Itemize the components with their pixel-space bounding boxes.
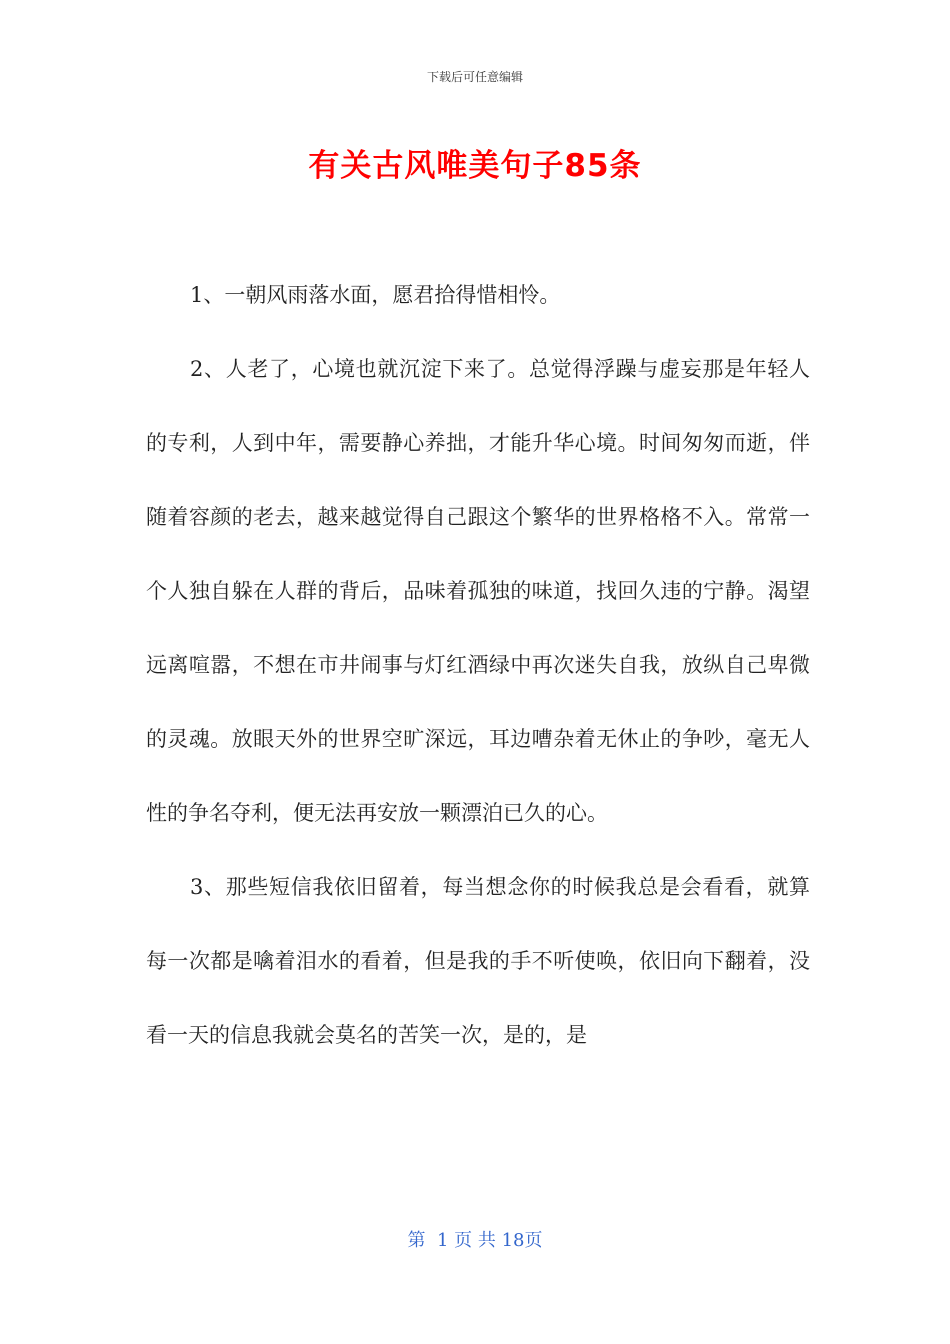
document-body bbox=[146, 258, 810, 1072]
paragraph-2: 2、人老了，心境也就沉淀下来了。总觉得浮躁与虚妄那是年轻人的专利，人到中年，需要静心养拙，才能升华心境。时间匆匆而逝，伴随着容颜的老去，越来越觉得自己跟这个繁华的世界格格不入。常常一个人独自躲在人群的背后，品味着孤独的味道，找回久违的宁静。渴望远离喧嚣，不想在市井闹事与灯红酒绿中再次迷失自我，放纵自己卑微的灵魂。放眼天外的世界空旷深远，耳边嘈杂着无休止的争吵，毫无人性的争名夺利，便无法再安放一颗漂泊已久的心。 bbox=[146, 357, 810, 825]
paragraph-1: 1、一朝风雨落水面，愿君拾得惜相怜。 bbox=[190, 283, 561, 307]
document-title: 有关古风唯美句子85条 bbox=[308, 148, 642, 184]
paragraph-3: 3、那些短信我依旧留着，每当想念你的时候我总是会看看，就算每一次都是噙着泪水的看着，但是我的手不听使唤，依旧向下翻着，没看一天的信息我就会莫名的苦笑一次，是的，是 bbox=[146, 875, 810, 1047]
header-note: 下载后可任意编辑 bbox=[426, 70, 523, 84]
page-number-footer: 第 1 页 共 18页 bbox=[407, 1230, 543, 1251]
